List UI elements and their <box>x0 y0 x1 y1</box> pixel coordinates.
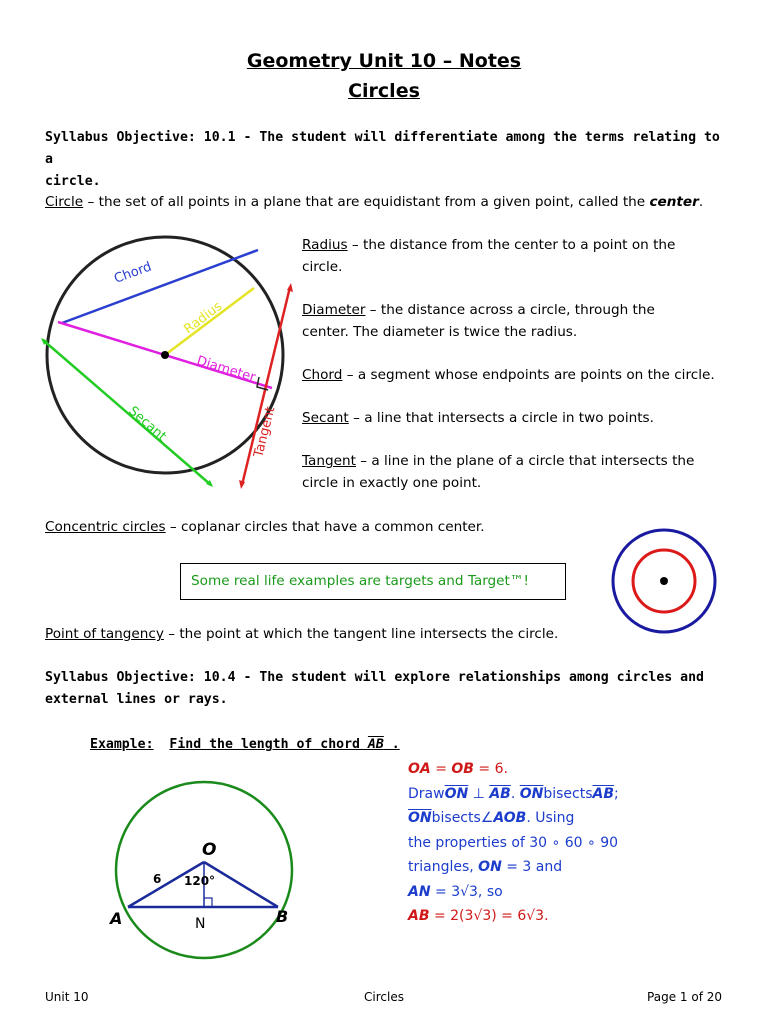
term-radius: Radius <box>302 237 348 253</box>
math-text: . Using <box>526 810 575 826</box>
term-tangent: Tangent <box>302 453 356 469</box>
definition-text: – a segment whose endpoints are points on the circle. <box>342 367 715 383</box>
punctuation: . <box>383 737 400 752</box>
definition-text: – the set of all points in a plane that are equidistant from a given point, called the <box>83 194 650 210</box>
definition-text: center. The diameter is twice the radius. <box>302 324 578 340</box>
point-o-label: O <box>202 840 217 860</box>
math-term: OA <box>408 761 431 777</box>
chord-ab: AB <box>367 737 384 752</box>
definition-text: – coplanar circles that have a common center. <box>165 519 485 535</box>
solution-line-3 <box>408 806 619 831</box>
definition-text: – the point at which the tangent line intersects the circle. <box>163 626 559 642</box>
real-life-examples-callout: Some real life examples are targets and Target™! <box>180 563 566 600</box>
solution-line-2 <box>408 782 619 807</box>
solution-line-5 <box>408 855 619 880</box>
objective-line: Syllabus Objective: 10.4 - The student will explore relationships among circles and <box>45 670 704 685</box>
chord-label: Chord <box>112 259 154 287</box>
diameter-label: Diameter <box>194 353 258 386</box>
page-subtitle: Circles <box>348 80 420 102</box>
math-text: = 3√3, so <box>430 883 503 900</box>
syllabus-objective-10-1 <box>45 127 735 193</box>
definition-text: – the distance across a circle, through the <box>365 302 655 318</box>
definition-text: – a line that intersects a circle in two points. <box>348 410 654 426</box>
solution-line-1 <box>408 757 619 782</box>
definition-tangent <box>302 450 742 494</box>
math-text: . <box>510 785 520 802</box>
angle-label: 120° <box>184 874 216 888</box>
math-text: bisects <box>543 785 593 802</box>
definition-text: circle. <box>302 259 343 275</box>
math-term: AB <box>408 908 430 924</box>
definition-chord <box>302 364 742 407</box>
math-term: AOB <box>493 810 527 826</box>
math-text: ⊥ <box>468 785 490 802</box>
punctuation: . <box>698 194 704 210</box>
circle-terms-diagram <box>30 230 300 500</box>
footer-page-number: Page 1 of 20 <box>647 990 722 1004</box>
point-b-label: B <box>276 907 289 926</box>
point-n-label: N <box>195 916 206 932</box>
example-question: Find the length of chord <box>169 737 368 752</box>
term-center: center <box>649 194 699 210</box>
math-term: OB <box>451 761 474 777</box>
concentric-definition <box>45 516 485 538</box>
term-chord: Chord <box>302 367 343 383</box>
side-length-label: 6 <box>153 872 162 886</box>
math-text: = 6. <box>473 761 508 777</box>
radius-label: Radius <box>181 298 226 338</box>
definition-radius <box>302 234 742 299</box>
objective-line: circle. <box>45 174 101 189</box>
solution-line-6 <box>408 880 619 905</box>
example-prompt <box>90 734 400 756</box>
radius-ob <box>204 862 278 907</box>
syllabus-objective-10-4 <box>45 667 735 711</box>
point-of-tangency-definition <box>45 623 558 645</box>
circle-definition <box>45 191 745 213</box>
definition-secant <box>302 407 742 450</box>
footer-topic: Circles <box>364 990 404 1004</box>
example-label: Example: <box>90 737 154 752</box>
term-concentric-circles: Concentric circles <box>45 519 166 535</box>
math-term: $\overline{ON}$ <box>408 810 432 826</box>
math-text: bisects∠ <box>431 810 494 826</box>
math-text: = 3 and <box>501 859 563 875</box>
objective-line: Syllabus Objective: 10.1 - The student will differentiate among the terms relating to a <box>45 130 720 167</box>
term-circle: Circle <box>45 194 84 210</box>
math-term: $\overline{ON}$ <box>444 785 469 802</box>
math-term: AN <box>408 883 431 900</box>
math-term: $\overline{AB}$ <box>592 785 615 802</box>
secant-label: Secant <box>125 403 169 445</box>
term-diameter: Diameter <box>302 302 366 318</box>
example-circle-diagram <box>100 770 310 970</box>
math-text: ; <box>614 785 619 802</box>
math-text: Draw <box>408 785 445 802</box>
common-center-point <box>660 577 668 585</box>
definition-diameter <box>302 299 742 364</box>
point-a-label: A <box>110 909 123 928</box>
math-term: $\overline{ON}$ <box>519 785 544 802</box>
math-text: = 2(3√3) = 6√3. <box>429 908 549 924</box>
definition-text: circle in exactly one point. <box>302 475 482 491</box>
right-angle-mark <box>204 898 212 907</box>
math-text: triangles, <box>408 859 479 875</box>
footer-unit: Unit 10 <box>45 990 89 1004</box>
definition-text: – a line in the plane of a circle that intersects the <box>355 453 695 469</box>
math-term: ON <box>478 859 502 875</box>
math-text: = <box>430 761 452 777</box>
definition-text: – the distance from the center to a point on the <box>347 237 676 253</box>
definitions-list <box>302 234 742 494</box>
term-secant: Secant <box>302 410 349 426</box>
math-term: $\overline{AB}$ <box>489 785 511 802</box>
example-solution <box>408 757 619 929</box>
term-point-of-tangency: Point of tangency <box>45 626 164 642</box>
concentric-circles-diagram <box>608 525 720 637</box>
solution-line-7 <box>408 904 619 929</box>
objective-line: external lines or rays. <box>45 692 228 707</box>
tangent-label: Tangent <box>251 405 279 459</box>
solution-line-4: the properties of 30 ∘ 60 ∘ 90 <box>408 834 619 851</box>
center-point <box>161 351 169 359</box>
page-title: Geometry Unit 10 – Notes <box>246 50 522 72</box>
